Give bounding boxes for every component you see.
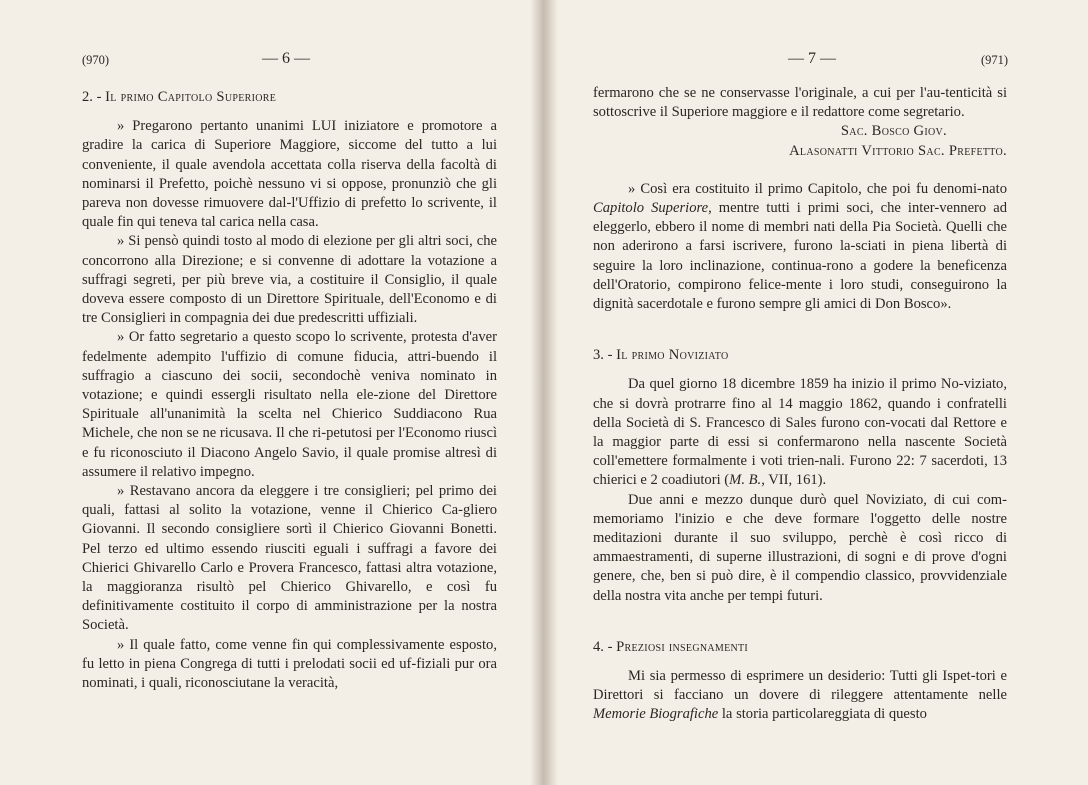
running-head-left: (970) [82, 53, 110, 67]
paragraph: Due anni e mezzo dunque durò quel Noviziato, di cui com-memoriamo l'inizio e che deve formare l'oggetto delle nostre meditazioni durante il suo sviluppo, perchè è così ricco di ammaestramenti, di superne illustrazioni, di sogni e di prove d'ogni genere, che, ben si può dire, è il compendio classico, provvidenziale della nostra vita anche per tempi futuri. [593, 491, 1007, 604]
signature-alasonatti: Alasonatti Vittorio Sac. Prefetto. [789, 142, 1007, 159]
section-heading-2 [82, 88, 497, 107]
paragraph: » Or fatto segretario a questo scopo lo scrivente, protesta d'aver fedelmente adempito l'uffizio di comune fiducia, attri-buendo il suffragio a ciascuno dei socii, secondochè veniva nominato in votazione; e quindi essergli risultato nella ele-zione del Direttore Spirituale all'unanimità la scelta nel Chierico Suddiacono Rua Michele, che non se ne ricusava. Il che ri-petutosi per l'Economo riuscì e fu riconosciuto il Diacono Angelo Savio, il quale promise altresì di assumere il relativo impegno. [82, 329, 497, 480]
paragraph-chapter: » Così era costituito il primo Capitolo, che poi fu denomi-nato Capitolo Superiore, mentre tutti i primi soci, che inter-vennero ad eleggerlo, ebbero il nome di membri nati della Pia Società. Quelli che non aderirono a farsi iscrivere, furono la-sciati in piena libertà di seguire la loro inclinazione, continua-rono a godere la beneficenza dell'Oratorio, compirono felice-mente i loro studi, conseguirono la dignità sacerdotale e furono sempre gli amici di Don Bosco». [593, 180, 1007, 313]
paragraph: » Pregarono pertanto unanimi LUI iniziatore e promotore a gradire la carica di Superiore Maggiore, siccome del tutto a lui conveniente, il quale avendola accettata colla riserva della facoltà di nominarsi il Prefetto, poichè nessuno vi si oppose, pronunziò che gli pareva non dovesse rimuovere dal-l'Uffizio di prefetto lo scrivente, il quale fin qui teneva tal carica nella casa. [82, 118, 497, 231]
page-number-left: — 6 — [262, 50, 310, 67]
page-number-right: — 7 — [788, 50, 836, 67]
running-head-right: (971) [981, 53, 1009, 67]
right-page-text [593, 84, 1007, 725]
section-heading-3: 3. - Il primo Noviziato [593, 347, 729, 364]
paragraph: » Restavano ancora da eleggere i tre consiglieri; pel primo dei quali, fattasi al solito la votazione, venne il Chierico Ca-gliero Giovanni. Il secondo consigliere sortì il Chierico Giovanni Bonetti. Pel terzo ed ultimo essendo riusciti eguali i suffragi a favore dei Chierici Ghivarello Carlo e Provera Francesco, fattasi altra votazione, la maggioranza risultò pel Chierico Ghivarello, e così fu definitivamente costituito il corpo di amministrazione per la nostra Società. [82, 483, 497, 634]
italic-term: Capitolo Superiore [593, 200, 709, 217]
left-page-text [82, 88, 497, 693]
continuation-paragraph: fermarono che se ne conservasse l'originale, a cui per l'au-tenticità si sottoscrive il Superiore maggiore e il redattore come segretario. [593, 85, 1007, 121]
section-title: Il primo Capitolo Superiore [105, 89, 277, 105]
paragraph: » Il quale fatto, come venne fin qui complessivamente esposto, fu letto in piena Congrega di tutti i prelodati socii ed uf-fiziali pur ora nominati, i quali, riconosciutane la veracità, [82, 636, 497, 692]
paragraph: Da quel giorno 18 dicembre 1859 ha inizio il primo No-viziato, che si dovrà protrarre fino al 14 maggio 1862, quando i confratelli della Società di S. Francesco di Sales furono con-vocati dal Rettore e la maggior parte di essi si confermarono nella nascente Società coll'emettere formalmente i voti trien-nali. Furono 22: 7 sacerdoti, 13 chierici e 2 coadiutori (M. B., VII, 161). [593, 376, 1007, 489]
signature-bosco: Sac. Bosco Giov. [840, 123, 947, 140]
paragraph: » Si pensò quindi tosto al modo di elezione per gli altri soci, che concorrono alla Direzione; e si convenne di adottare la votazione a suffragi segreti, per più breve via, a costituire il Consiglio, il quale doveva essere composto di un Direttore Spirituale, dell'Economo e di tre Consiglieri in compagnia dei due predescritti uffiziali. [82, 233, 497, 327]
section-number: 2. - [82, 89, 106, 105]
paragraph: Mi sia permesso di esprimere un desiderio: Tutti gli Ispet-tori e Direttori si facciano un dovere di rileggere attentamente nelle Memorie Biografiche la storia particolareggiata di questo [593, 668, 1007, 723]
book-gutter [530, 0, 558, 785]
section-heading-4: 4. - Preziosi insegnamenti [593, 638, 749, 655]
